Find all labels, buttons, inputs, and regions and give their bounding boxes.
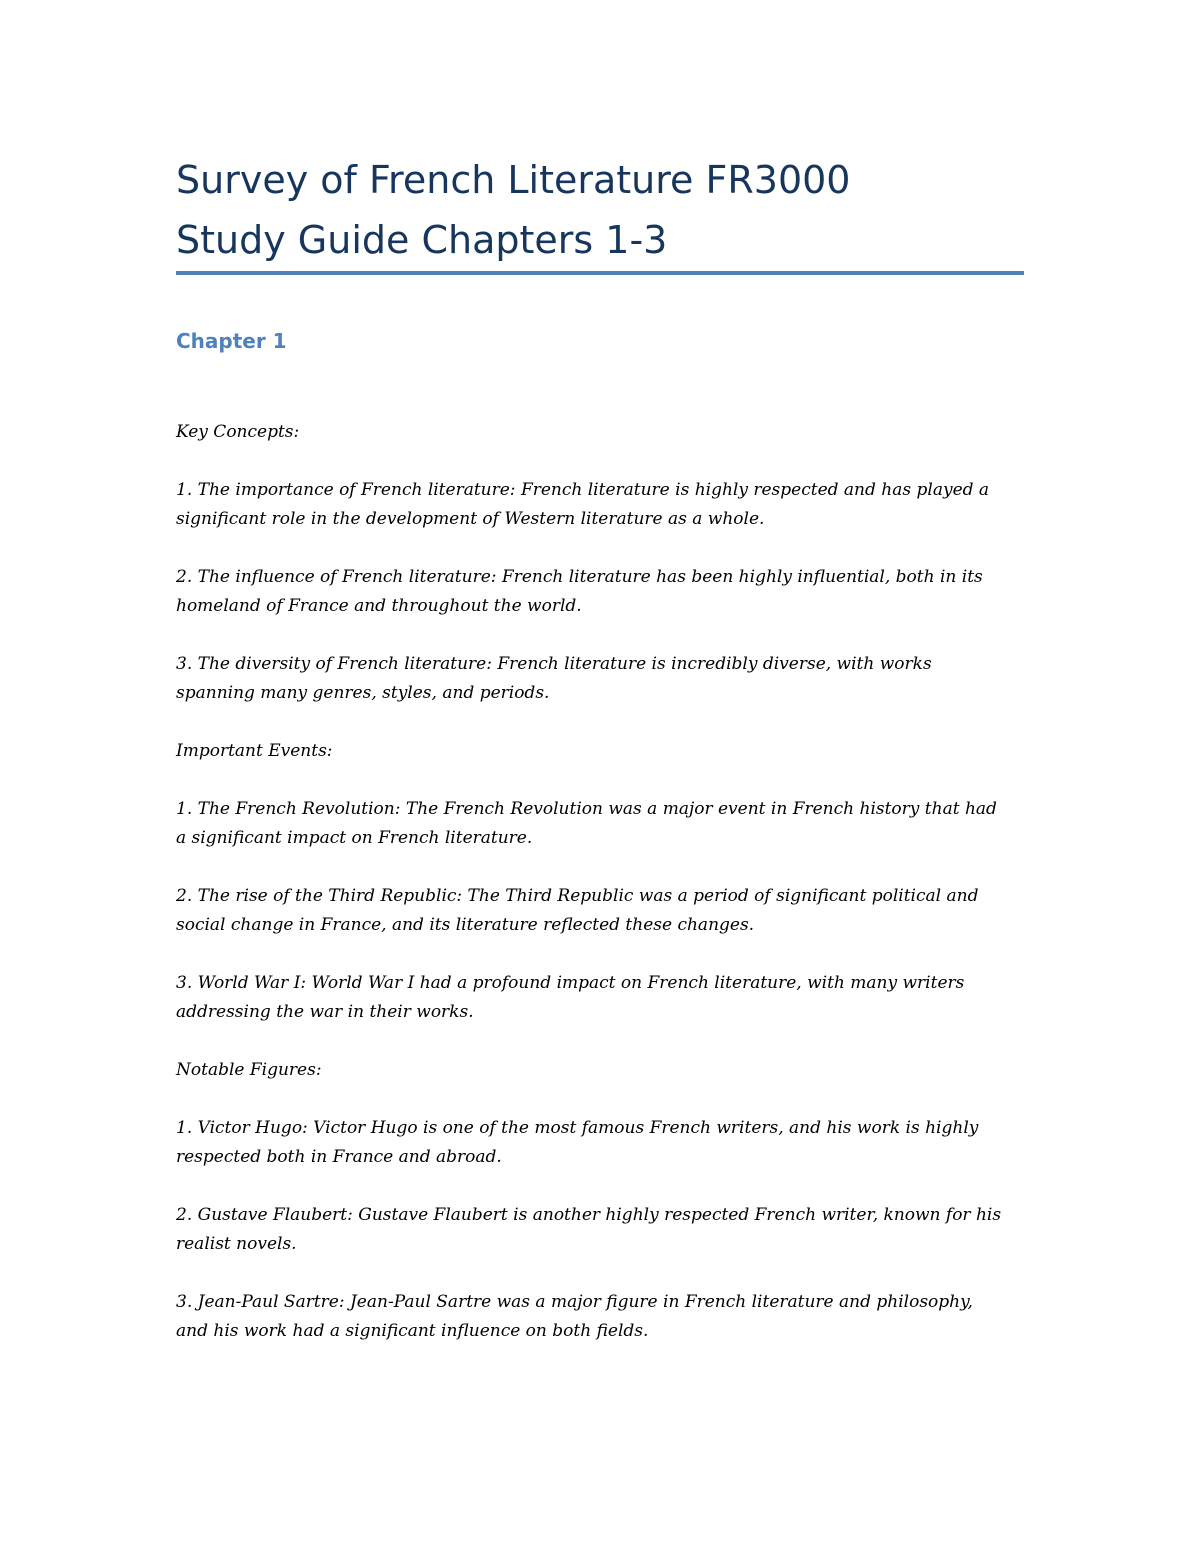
list-item-line: 2. The rise of the Third Republic: The Third Republic was a period of significant political and	[176, 886, 979, 906]
list-item-line: 1. Victor Hugo: Victor Hugo is one of the most famous French writers, and his work is highly	[176, 1118, 979, 1138]
list-item-line: realist novels.	[176, 1234, 297, 1254]
list-item-line: 2. The influence of French literature: French literature has been highly influential, both in its	[176, 567, 983, 587]
list-item-line: homeland of France and throughout the world.	[176, 596, 582, 616]
list-item-line: spanning many genres, styles, and periods.	[176, 683, 550, 703]
document-title	[176, 150, 1024, 270]
list-item-line: respected both in France and abroad.	[176, 1147, 502, 1167]
list-item-line: and his work had a significant influence on both fields.	[176, 1321, 649, 1341]
list-item-line: significant role in the development of Western literature as a whole.	[176, 509, 765, 529]
list-item	[176, 882, 1026, 940]
list-item-line: social change in France, and its literature reflected these changes.	[176, 915, 755, 935]
list-item-line: 3. Jean-Paul Sartre: Jean-Paul Sartre was a major figure in French literature and philosophy,	[176, 1292, 973, 1312]
list-item	[176, 969, 1026, 1027]
list-item-line: 2. Gustave Flaubert: Gustave Flaubert is another highly respected French writer, known for his	[176, 1205, 1002, 1225]
list-item-line: 1. The French Revolution: The French Revolution was a major event in French history that had	[176, 799, 997, 819]
title-underline-rule	[176, 271, 1024, 275]
title-line: Study Guide Chapters 1-3	[176, 218, 668, 262]
list-item	[176, 1114, 1026, 1172]
title-line: Survey of French Literature FR3000	[176, 158, 851, 202]
list-item-line: 1. The importance of French literature: French literature is highly respected and has played a	[176, 480, 990, 500]
list-item	[176, 1201, 1026, 1259]
section-heading-notable-figures: Notable Figures:	[176, 1060, 322, 1080]
list-item-line: 3. The diversity of French literature: French literature is incredibly diverse, with works	[176, 654, 932, 674]
list-item	[176, 476, 1026, 534]
list-item	[176, 795, 1026, 853]
list-item-line: addressing the war in their works.	[176, 1002, 474, 1022]
section-heading-key-concepts: Key Concepts:	[176, 422, 300, 442]
chapter-body	[176, 418, 1026, 1375]
list-item-line: 3. World War I: World War I had a profound impact on French literature, with many writers	[176, 973, 965, 993]
list-item-line: a significant impact on French literature.	[176, 828, 533, 848]
chapter-heading: Chapter 1	[176, 329, 287, 353]
list-item	[176, 650, 1026, 708]
section-heading-important-events: Important Events:	[176, 741, 333, 761]
list-item	[176, 563, 1026, 621]
list-item	[176, 1288, 1026, 1346]
